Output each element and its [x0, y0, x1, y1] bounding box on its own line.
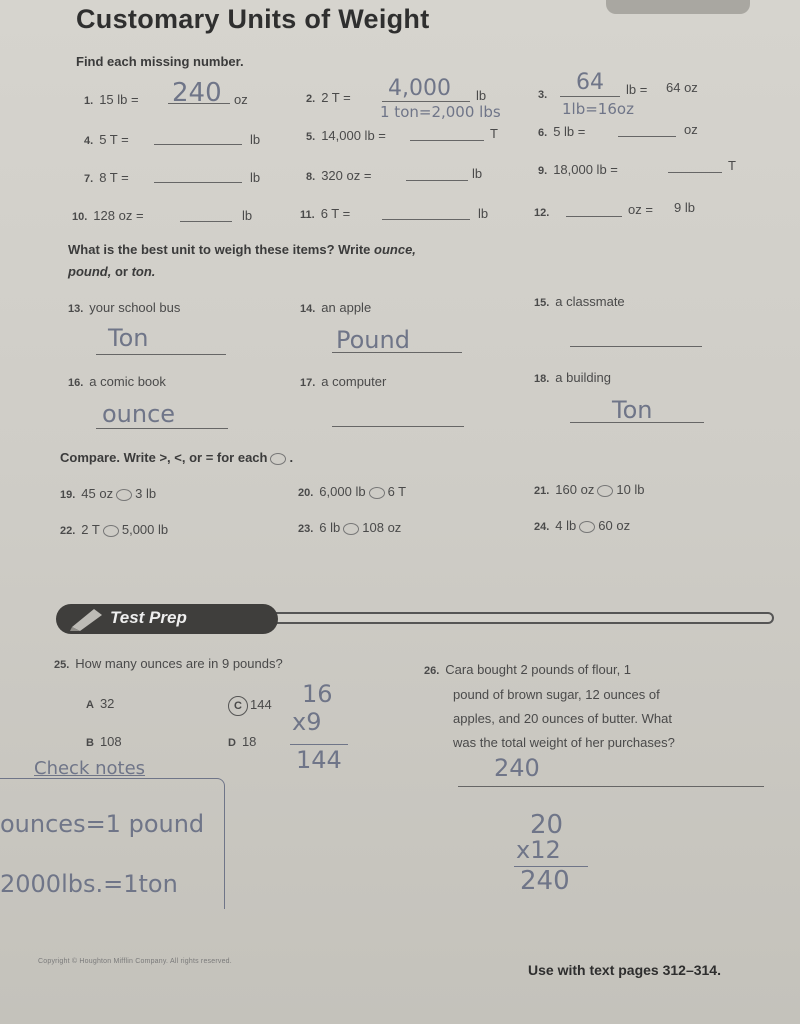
- problem-2: 2. 2 T =: [306, 90, 351, 105]
- problem-9: 9. 18,000 lb =: [538, 162, 618, 177]
- test-prep-label: Test Prep: [110, 608, 187, 627]
- problem-4: 4. 5 T =: [84, 132, 129, 147]
- answer-line-17: [332, 426, 464, 427]
- answer-line-14: [332, 352, 462, 353]
- compare-24: 24. 4 lb 60 oz: [534, 518, 631, 533]
- compare-23: 23. 6 lb 108 oz: [298, 520, 402, 535]
- item-14: 14. an apple: [300, 300, 372, 315]
- answer-line-9: [668, 172, 722, 173]
- compare-circle-22[interactable]: [103, 525, 119, 537]
- note-2: 1 ton=2,000 lbs: [380, 103, 501, 121]
- problem-10: 10. 128 oz =: [72, 208, 144, 223]
- unit-10: lb: [242, 208, 253, 223]
- answer-26: 240: [494, 754, 540, 782]
- unit-9: T: [728, 158, 736, 173]
- compare-circle-23[interactable]: [343, 523, 359, 535]
- answer-3: 64: [576, 70, 604, 95]
- work-25-top: 16: [302, 680, 333, 708]
- problem-1: 1. 15 lb =: [84, 92, 139, 107]
- unit-7: lb: [250, 170, 261, 185]
- work-25-bottom: 144: [296, 746, 342, 774]
- answer-line-6: [618, 136, 676, 137]
- compare-21: 21. 160 oz 10 lb: [534, 482, 645, 497]
- answer-line-13: [96, 354, 226, 355]
- unit-4: lb: [250, 132, 261, 147]
- work-25-mid: x9: [292, 708, 322, 736]
- notes-heading: Check notes: [34, 758, 146, 779]
- compare-circle-20[interactable]: [369, 487, 385, 499]
- problem-8: 8. 320 oz =: [306, 168, 372, 183]
- answer-16: ounce: [102, 400, 176, 428]
- compare-circle-24[interactable]: [579, 521, 595, 533]
- work-26-mid: x12: [516, 836, 561, 864]
- problem-7: 7. 8 T =: [84, 170, 129, 185]
- compare-20: 20. 6,000 lb 6 T: [298, 484, 407, 499]
- item-17: 17. a computer: [300, 374, 387, 389]
- section2-instruction-line2: pound, or ton.: [68, 264, 156, 279]
- choice-25-d[interactable]: D 18: [228, 734, 257, 749]
- note-3: 1lb=16oz: [562, 100, 634, 118]
- question-25: 25. How many ounces are in 9 pounds?: [54, 656, 283, 671]
- answer-line-2: [382, 101, 470, 102]
- compare-circle-19[interactable]: [116, 489, 132, 501]
- test-prep-rule: [270, 612, 774, 624]
- compare-22: 22. 2 T 5,000 lb: [60, 522, 169, 537]
- question-26: 26. Cara bought 2 pounds of flour, 1 pound of brown sugar, 12 ounces of apples, and 20 ounces of butter. What was the total weight of her purchases?: [424, 662, 675, 750]
- unit-3: lb =: [626, 82, 648, 97]
- problem-6: 6. 5 lb =: [538, 124, 586, 139]
- unit-6: oz: [684, 122, 698, 137]
- answer-line-5: [410, 140, 484, 141]
- choice-25-a[interactable]: A 32: [86, 696, 115, 711]
- use-with-text: Use with text pages 312–314.: [528, 962, 721, 978]
- unit-12: oz =: [628, 202, 653, 217]
- value-12: 9 lb: [674, 200, 695, 215]
- page-title: Customary Units of Weight: [76, 4, 430, 34]
- section2-instruction: What is the best unit to weigh these items? Write ounce,: [68, 242, 416, 257]
- notes-line-1: ounces=1 pound: [0, 810, 205, 838]
- item-15: 15. a classmate: [534, 294, 625, 309]
- pencil-icon: [68, 607, 104, 631]
- answer-line-26: [458, 786, 764, 787]
- notes-line-2: 2000lbs.=1ton: [0, 870, 178, 898]
- work-26-top: 20: [530, 810, 564, 840]
- choice-25-b[interactable]: B 108: [86, 734, 122, 749]
- problem-12: 12.: [534, 207, 550, 219]
- answer-2: 4,000: [388, 76, 451, 101]
- answer-line-10: [180, 221, 232, 222]
- compare-circle-icon: [270, 453, 286, 465]
- problem-5: 5. 14,000 lb =: [306, 128, 386, 143]
- answer-line-1: [168, 103, 230, 104]
- section3-instruction: Compare. Write >, <, or = for each .: [60, 450, 294, 465]
- answer-18: Ton: [612, 396, 653, 424]
- choice-25-c[interactable]: C 144: [228, 696, 272, 716]
- unit-8: lb: [472, 166, 483, 181]
- answer-line-4: [154, 144, 242, 145]
- item-13: 13. your school bus: [68, 300, 181, 315]
- answer-1: 240: [172, 78, 222, 108]
- unit-5: T: [490, 126, 498, 141]
- item-18: 18. a building: [534, 370, 611, 385]
- work-26-bottom: 240: [520, 866, 570, 896]
- unit-2: lb: [476, 88, 487, 103]
- unit-11: lb: [478, 206, 489, 221]
- answer-line-18: [570, 422, 704, 423]
- page-tab-decoration: [606, 0, 750, 14]
- compare-19: 19. 45 oz 3 lb: [60, 486, 157, 501]
- copyright-text: Copyright © Houghton Mifflin Company. All rights reserved.: [38, 958, 232, 965]
- value-3: 64 oz: [666, 80, 698, 95]
- answer-line-15: [570, 346, 702, 347]
- problem-11: 11. 6 T =: [300, 206, 351, 221]
- answer-line-12: [566, 216, 622, 217]
- answer-line-11: [382, 219, 470, 220]
- answer-13: Ton: [108, 324, 149, 352]
- answer-14: Pound: [336, 326, 410, 354]
- answer-line-3: [560, 96, 620, 97]
- compare-circle-21[interactable]: [597, 485, 613, 497]
- answer-line-8: [406, 180, 468, 181]
- item-16: 16. a comic book: [68, 374, 166, 389]
- unit-1: oz: [234, 92, 248, 107]
- answer-line-16: [96, 428, 228, 429]
- answer-line-7: [154, 182, 242, 183]
- section1-instruction: Find each missing number.: [76, 54, 244, 69]
- work-25-rule: [290, 744, 348, 745]
- problem-3: 3.: [538, 89, 548, 101]
